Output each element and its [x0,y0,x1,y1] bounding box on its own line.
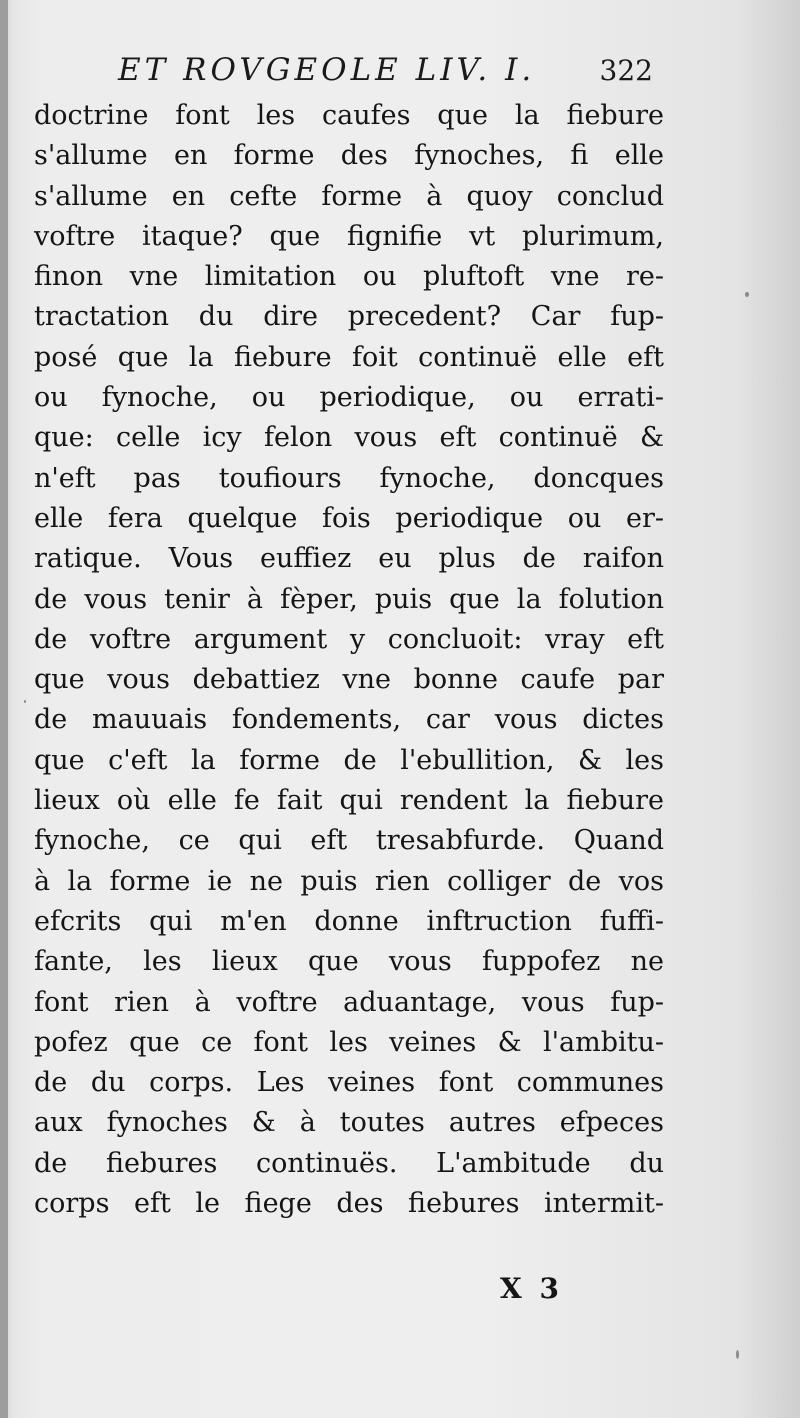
text-line: elle fera quelque fois periodique ou er- [34,502,664,534]
ink-speck [736,1350,739,1359]
text-line: de vous tenir à fèper, puis que la folution [34,583,664,615]
text-line: s'allume en cefte forme à quoy conclud [34,180,664,212]
running-title: ET ROVGEOLE LIV. I. [118,52,536,88]
ink-speck [745,292,749,297]
text-line: que: celle icy felon vous eft continuë & [34,422,664,454]
text-line: de mauuais fondements, car vous dictes [34,704,664,736]
text-line: s'allume en forme des fynoches, fi elle [34,140,664,172]
page-header [118,52,663,96]
signature-mark: X 3 [500,1272,563,1305]
text-line: ou fynoche, ou periodique, ou errati- [34,382,664,414]
text-line: n'eft pas toufiours fynoche, doncques [34,462,664,494]
text-line: que c'eft la forme de l'ebullition, & les [34,744,664,776]
text-line: posé que la fiebure foit continuë elle eft [34,341,664,373]
text-line: font rien à voftre aduantage, vous fup- [34,986,664,1018]
text-line: de du corps. Les veines font communes [34,1067,664,1099]
text-line: voftre itaque? que fignifie vt plurimum, [34,220,664,252]
text-line: doctrine font les caufes que la fiebure [34,100,664,131]
text-line: ratique. Vous euffiez eu plus de raifon [34,543,664,575]
text-line: corps eft le fiege des fiebures intermit- [34,1188,664,1220]
text-line: finon vne limitation ou pluftoft vne re- [34,261,664,293]
page-gutter-edge [0,0,8,1418]
text-line: efcrits qui m'en donne inftruction fuffi- [34,905,664,937]
text-line: fynoche, ce qui eft tresabfurde. Quand [34,825,664,857]
text-line: pofez que ce font les veines & l'ambitu- [34,1026,664,1058]
text-line: de voftre argument y concluoit: vray eft [34,623,664,655]
page-number: 322 [599,54,653,87]
text-line: que vous debattiez vne bonne caufe par [34,664,664,696]
text-line: tractation du dire precedent? Car fup- [34,301,664,333]
page-footer [500,1272,580,1312]
text-line: à la forme ie ne puis rien colliger de vos [34,865,664,897]
text-line: aux fynoches & à toutes autres efpeces [34,1107,664,1139]
text-line: lieux où elle fe fait qui rendent la fiebure [34,785,664,817]
body-text [34,96,664,1224]
text-line: de fiebures continuës. L'ambitude du [34,1147,664,1179]
ink-speck [24,700,26,703]
text-line: fante, les lieux que vous fuppofez ne [34,946,664,978]
